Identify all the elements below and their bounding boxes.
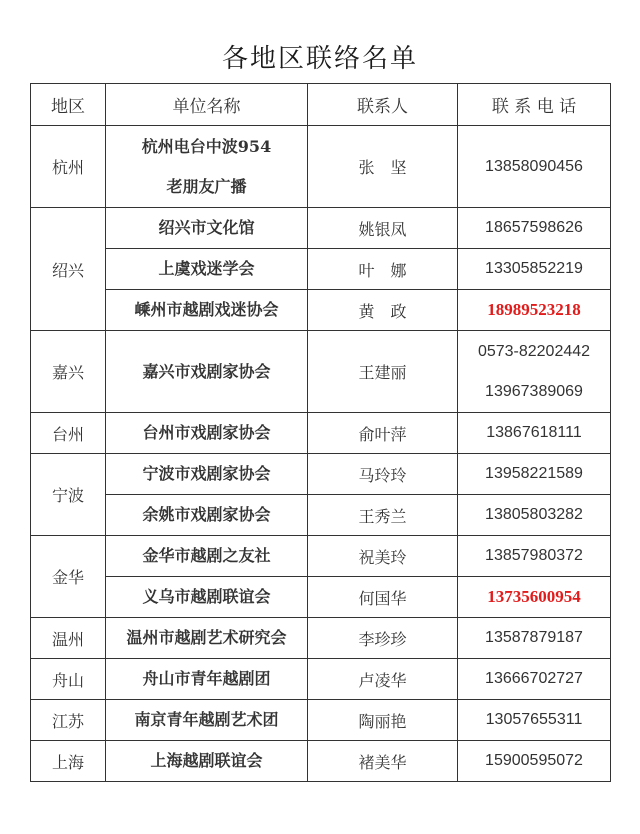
region-cell: 绍兴 [31, 208, 106, 331]
unit-cell: 上海越剧联谊会 [106, 741, 308, 782]
table-row [31, 126, 611, 208]
region-cell: 舟山 [31, 659, 106, 700]
contact-cell: 王建丽 [308, 331, 458, 413]
contact-cell: 马玲玲 [308, 454, 458, 495]
region-cell: 台州 [31, 413, 106, 454]
header-phone: 联 系 电 话 [458, 84, 611, 126]
contact-cell: 张 坚 [308, 126, 458, 208]
region-cell: 金华 [31, 536, 106, 618]
table-row [31, 618, 611, 659]
contact-cell: 祝美玲 [308, 536, 458, 577]
phone-cell: 13867618111 [458, 413, 611, 454]
table-row [31, 700, 611, 741]
header-contact: 联系人 [308, 84, 458, 126]
table-row [31, 249, 611, 290]
contact-cell: 卢凌华 [308, 659, 458, 700]
unit-cell [106, 126, 308, 208]
unit-name-line: 老朋友广播 [166, 176, 247, 196]
unit-cell: 上虞戏迷学会 [106, 249, 308, 290]
contact-cell: 王秀兰 [308, 495, 458, 536]
phone-line: 13967389069 [485, 382, 583, 400]
table-row [31, 331, 611, 413]
phone-line: 0573-82202442 [477, 342, 591, 360]
contact-cell: 姚银凤 [308, 208, 458, 249]
region-cell: 嘉兴 [31, 331, 106, 413]
phone-cell: 13805803282 [458, 495, 611, 536]
contact-cell: 陶丽艳 [308, 700, 458, 741]
contact-cell: 叶 娜 [308, 249, 458, 290]
phone-cell: 13587879187 [458, 618, 611, 659]
phone-cell: 13857980372 [458, 536, 611, 577]
table-row [31, 413, 611, 454]
unit-cell: 金华市越剧之友社 [106, 536, 308, 577]
unit-cell: 绍兴市文化馆 [106, 208, 308, 249]
unit-cell: 台州市戏剧家协会 [106, 413, 308, 454]
unit-cell: 嘉兴市戏剧家协会 [106, 331, 308, 413]
phone-cell: 13958221589 [458, 454, 611, 495]
header-region: 地区 [31, 84, 106, 126]
contact-cell: 何国华 [308, 577, 458, 618]
contact-cell: 李珍珍 [308, 618, 458, 659]
table-row [31, 290, 611, 331]
table-header-row [31, 84, 611, 126]
unit-cell: 南京青年越剧艺术团 [106, 700, 308, 741]
phone-cell-highlighted: 18989523218 [458, 290, 611, 331]
phone-cell: 13666702727 [458, 659, 611, 700]
region-cell: 宁波 [31, 454, 106, 536]
table-row [31, 577, 611, 618]
phone-cell: 13858090456 [458, 126, 611, 208]
region-cell: 温州 [31, 618, 106, 659]
region-cell: 上海 [31, 741, 106, 782]
table-row [31, 208, 611, 249]
contact-cell: 俞叶萍 [308, 413, 458, 454]
unit-cell: 宁波市戏剧家协会 [106, 454, 308, 495]
table-row [31, 495, 611, 536]
contact-cell: 黄 政 [308, 290, 458, 331]
region-cell: 江苏 [31, 700, 106, 741]
contact-table [30, 83, 611, 782]
contact-cell: 褚美华 [308, 741, 458, 782]
unit-cell: 余姚市戏剧家协会 [106, 495, 308, 536]
page-title: 各地区联络名单 [221, 44, 418, 74]
table-row [31, 659, 611, 700]
region-cell: 杭州 [31, 126, 106, 208]
table-row [31, 536, 611, 577]
phone-cell: 13057655311 [458, 700, 611, 741]
unit-name-line: 杭州电台中波954 [141, 136, 272, 156]
phone-cell-highlighted: 13735600954 [458, 577, 611, 618]
phone-cell: 15900595072 [458, 741, 611, 782]
unit-cell: 嵊州市越剧戏迷协会 [106, 290, 308, 331]
table-row [31, 454, 611, 495]
phone-cell: 13305852219 [458, 249, 611, 290]
table-row [31, 741, 611, 782]
header-unit: 单位名称 [106, 84, 308, 126]
phone-cell: 18657598626 [458, 208, 611, 249]
unit-cell: 温州市越剧艺术研究会 [106, 618, 308, 659]
phone-cell [458, 331, 611, 413]
unit-cell: 义乌市越剧联谊会 [106, 577, 308, 618]
unit-cell: 舟山市青年越剧团 [106, 659, 308, 700]
